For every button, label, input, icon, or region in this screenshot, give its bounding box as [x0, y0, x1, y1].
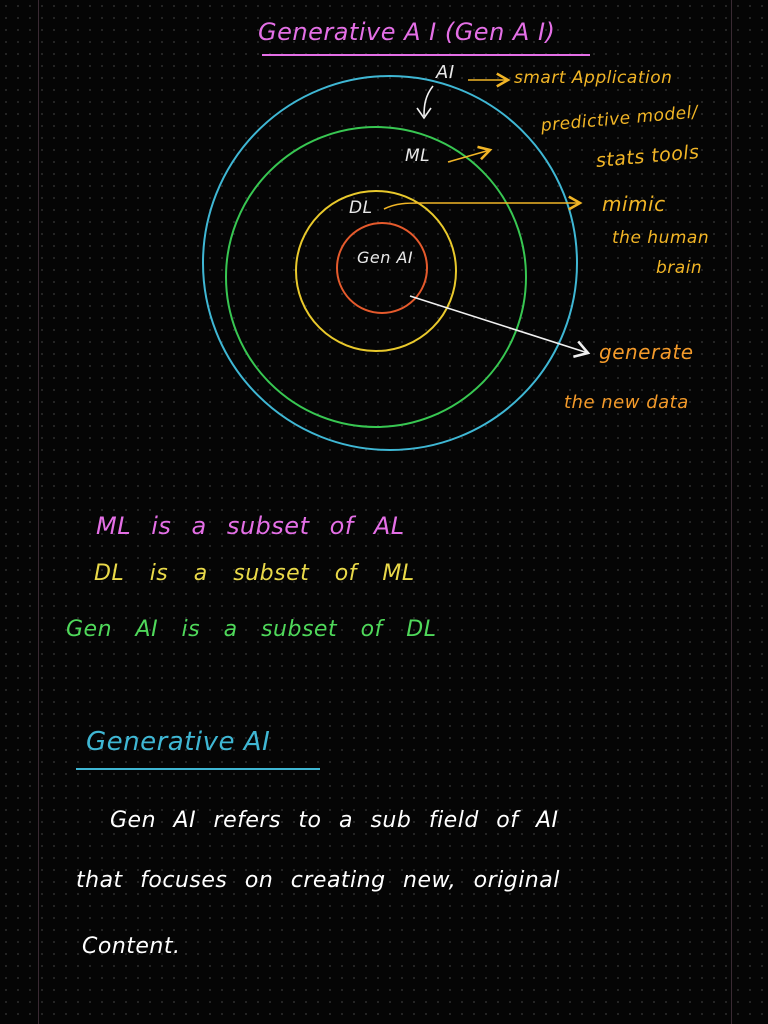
- section-heading: Generative AI: [86, 727, 271, 757]
- body-line-1: Gen AI refers to a sub field of AI: [110, 808, 559, 833]
- genai-note-line1: generate: [599, 340, 694, 364]
- genai-ring: [337, 223, 427, 313]
- body-line-2: that focuses on creating new, original: [76, 868, 560, 893]
- dl-note-line2: the human: [612, 228, 710, 248]
- ai-note: smart Application: [514, 68, 673, 88]
- ai-ring-label: AI: [436, 62, 455, 83]
- dl-note-line1: mimic: [602, 192, 666, 216]
- ml-note-line1: predictive model/: [540, 102, 699, 136]
- dl-ring-label: DL: [349, 198, 373, 218]
- genai-subset-statement: Gen AI is a subset of DL: [66, 617, 437, 642]
- ml-ring-label: ML: [405, 146, 431, 166]
- dl-note-line3: brain: [656, 258, 703, 278]
- ml-ring: [226, 127, 526, 427]
- body-line-3: Content.: [82, 934, 181, 959]
- genai-ring-label: Gen AI: [357, 248, 414, 267]
- ml-subset-statement: ML is a subset of AL: [96, 512, 405, 540]
- genai-note-line2: the new data: [564, 392, 689, 413]
- dl-ring: [296, 191, 456, 351]
- section-heading-underline: [76, 768, 320, 770]
- page-title: Generative A I (Gen A I): [258, 18, 556, 46]
- dl-note-arrow: [384, 203, 580, 209]
- ml-note-line2: stats tools: [595, 140, 701, 172]
- dl-subset-statement: DL is a subset of ML: [94, 561, 415, 586]
